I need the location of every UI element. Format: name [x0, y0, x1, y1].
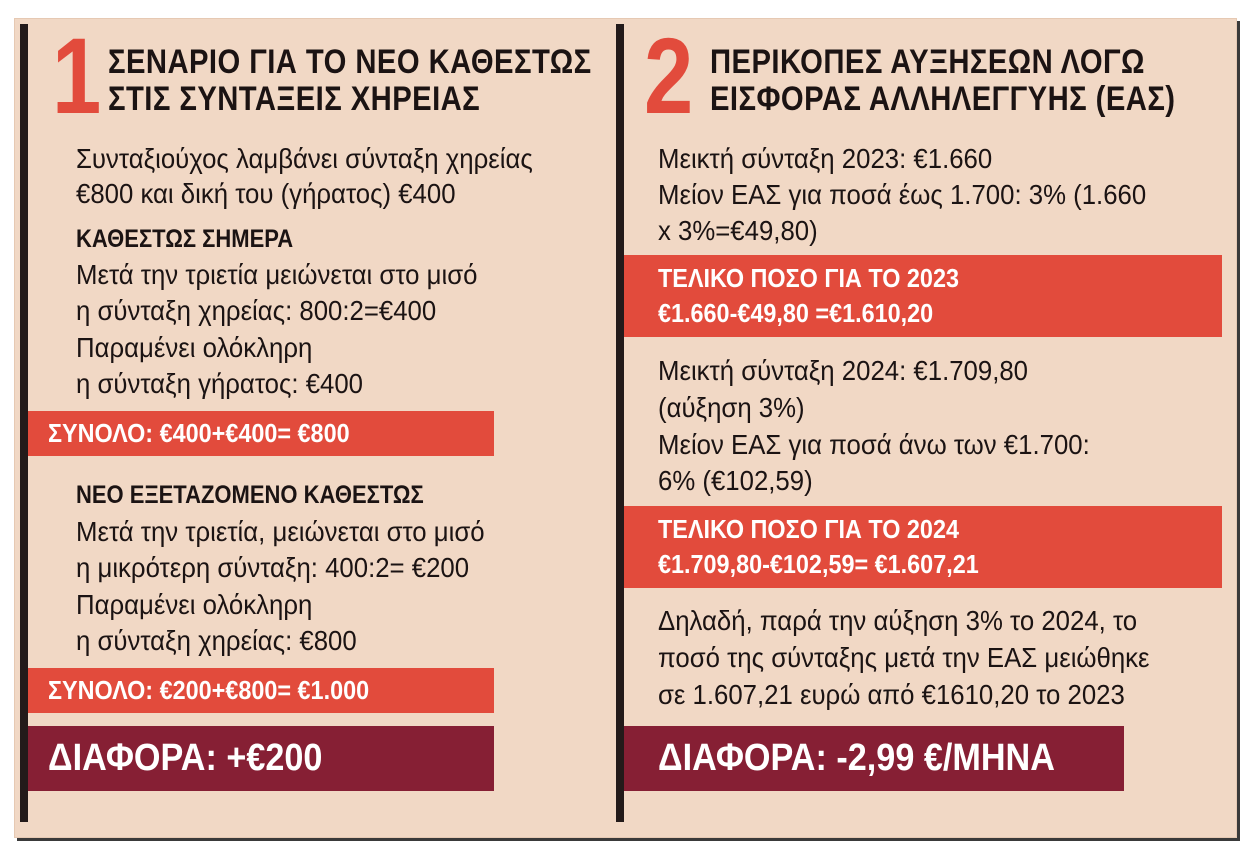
final-2024-bar — [624, 506, 1222, 588]
new-regime-line-4: η σύνταξη χηρείας: €800 — [76, 625, 357, 656]
gross-2023-line: Μεικτή σύνταξη 2023: €1.660 — [658, 143, 993, 174]
left-divider-rule — [20, 24, 28, 822]
eas-2024-line: Μείον ΕΑΣ για ποσά άνω των €1.700: — [658, 429, 1090, 460]
eas-2023-line: Μείον ΕΑΣ για ποσά έως 1.700: 3% (1.660 — [658, 179, 1147, 210]
today-total-bar — [28, 411, 494, 456]
section-number-1: 1 — [52, 15, 98, 136]
section-2-title-line-1: ΠΕΡΙΚΟΠΕΣ ΑΥΞΗΣΕΩΝ ΛΟΓΩ — [710, 43, 1145, 81]
final-2023-bar — [624, 255, 1222, 337]
eas-2023-calc-line: x 3%=€49,80) — [658, 215, 818, 246]
left-difference-text: ΔΙΑΦΟΡΑ: +€200 — [48, 737, 323, 779]
gross-2024-line: Μεικτή σύνταξη 2024: €1.709,80 — [658, 355, 1029, 386]
left-difference-bar — [28, 726, 494, 791]
today-line-3: Παραμένει ολόκληρη — [76, 332, 313, 363]
intro-line-2: €800 και δική του (γήρατος) €400 — [76, 178, 456, 209]
section-1-title-line-2: ΣΤΙΣ ΣΥΝΤΑΞΕΙΣ ΧΗΡΕΙΑΣ — [108, 80, 481, 118]
new-regime-heading: ΝΕΟ ΕΞΕΤΑΖΟΜΕΝΟ ΚΑΘΕΣΤΩΣ — [76, 481, 424, 509]
new-regime-line-3: Παραμένει ολόκληρη — [76, 589, 313, 620]
new-regime-line-1: Μετά την τριετία, μειώνεται στο μισό — [76, 516, 485, 547]
new-regime-line-2: η μικρότερη σύνταξη: 400:2= €200 — [76, 552, 470, 583]
increase-2024-line: (αύξηση 3%) — [658, 392, 805, 423]
final-2024-heading: ΤΕΛΙΚΟ ΠΟΣΟ ΓΙΑ ΤΟ 2024 — [658, 514, 959, 544]
conclusion-line-1: Δηλαδή, παρά την αύξηση 3% το 2024, το — [658, 605, 1138, 636]
new-regime-total-text: ΣΥΝΟΛΟ: €200+€800= €1.000 — [48, 675, 370, 705]
section-2-title-line-2: ΕΙΣΦΟΡΑΣ ΑΛΛΗΛΕΓΓΥΗΣ (ΕΑΣ) — [710, 80, 1176, 118]
section-1-title-line-1: ΣΕΝΑΡΙΟ ΓΙΑ ΤΟ ΝΕΟ ΚΑΘΕΣΤΩΣ — [108, 43, 592, 81]
final-2024-calc: €1.709,80-€102,59= €1.607,21 — [658, 549, 979, 579]
right-difference-bar — [624, 726, 1124, 791]
right-difference-text: ΔΙΑΦΟΡΑ: -2,99 €/ΜΗΝΑ — [658, 737, 1055, 779]
section-number-2: 2 — [644, 15, 690, 136]
today-heading: ΚΑΘΕΣΤΩΣ ΣΗΜΕΡΑ — [76, 225, 294, 253]
conclusion-line-2: ποσό της σύνταξης μετά την ΕΑΣ μειώθηκε — [658, 642, 1150, 673]
today-line-1: Μετά την τριετία μειώνεται στο μισό — [76, 259, 478, 290]
today-total-text: ΣΥΝΟΛΟ: €400+€400= €800 — [48, 418, 350, 448]
infographic-panel — [14, 15, 1237, 838]
new-regime-total-bar — [28, 668, 494, 713]
today-line-4: η σύνταξη γήρατος: €400 — [76, 368, 363, 399]
today-line-2: η σύνταξη χηρείας: 800:2=€400 — [76, 295, 437, 326]
intro-line-1: Συνταξιούχος λαμβάνει σύνταξη χηρείας — [76, 143, 533, 174]
eas-2024-calc-line: 6% (€102,59) — [658, 465, 813, 496]
final-2023-calc: €1.660-€49,80 =€1.610,20 — [658, 298, 934, 328]
conclusion-line-3: σε 1.607,21 ευρώ από €1610,20 το 2023 — [658, 679, 1125, 710]
center-divider-rule — [616, 24, 624, 822]
final-2023-heading: ΤΕΛΙΚΟ ΠΟΣΟ ΓΙΑ ΤΟ 2023 — [658, 263, 959, 293]
